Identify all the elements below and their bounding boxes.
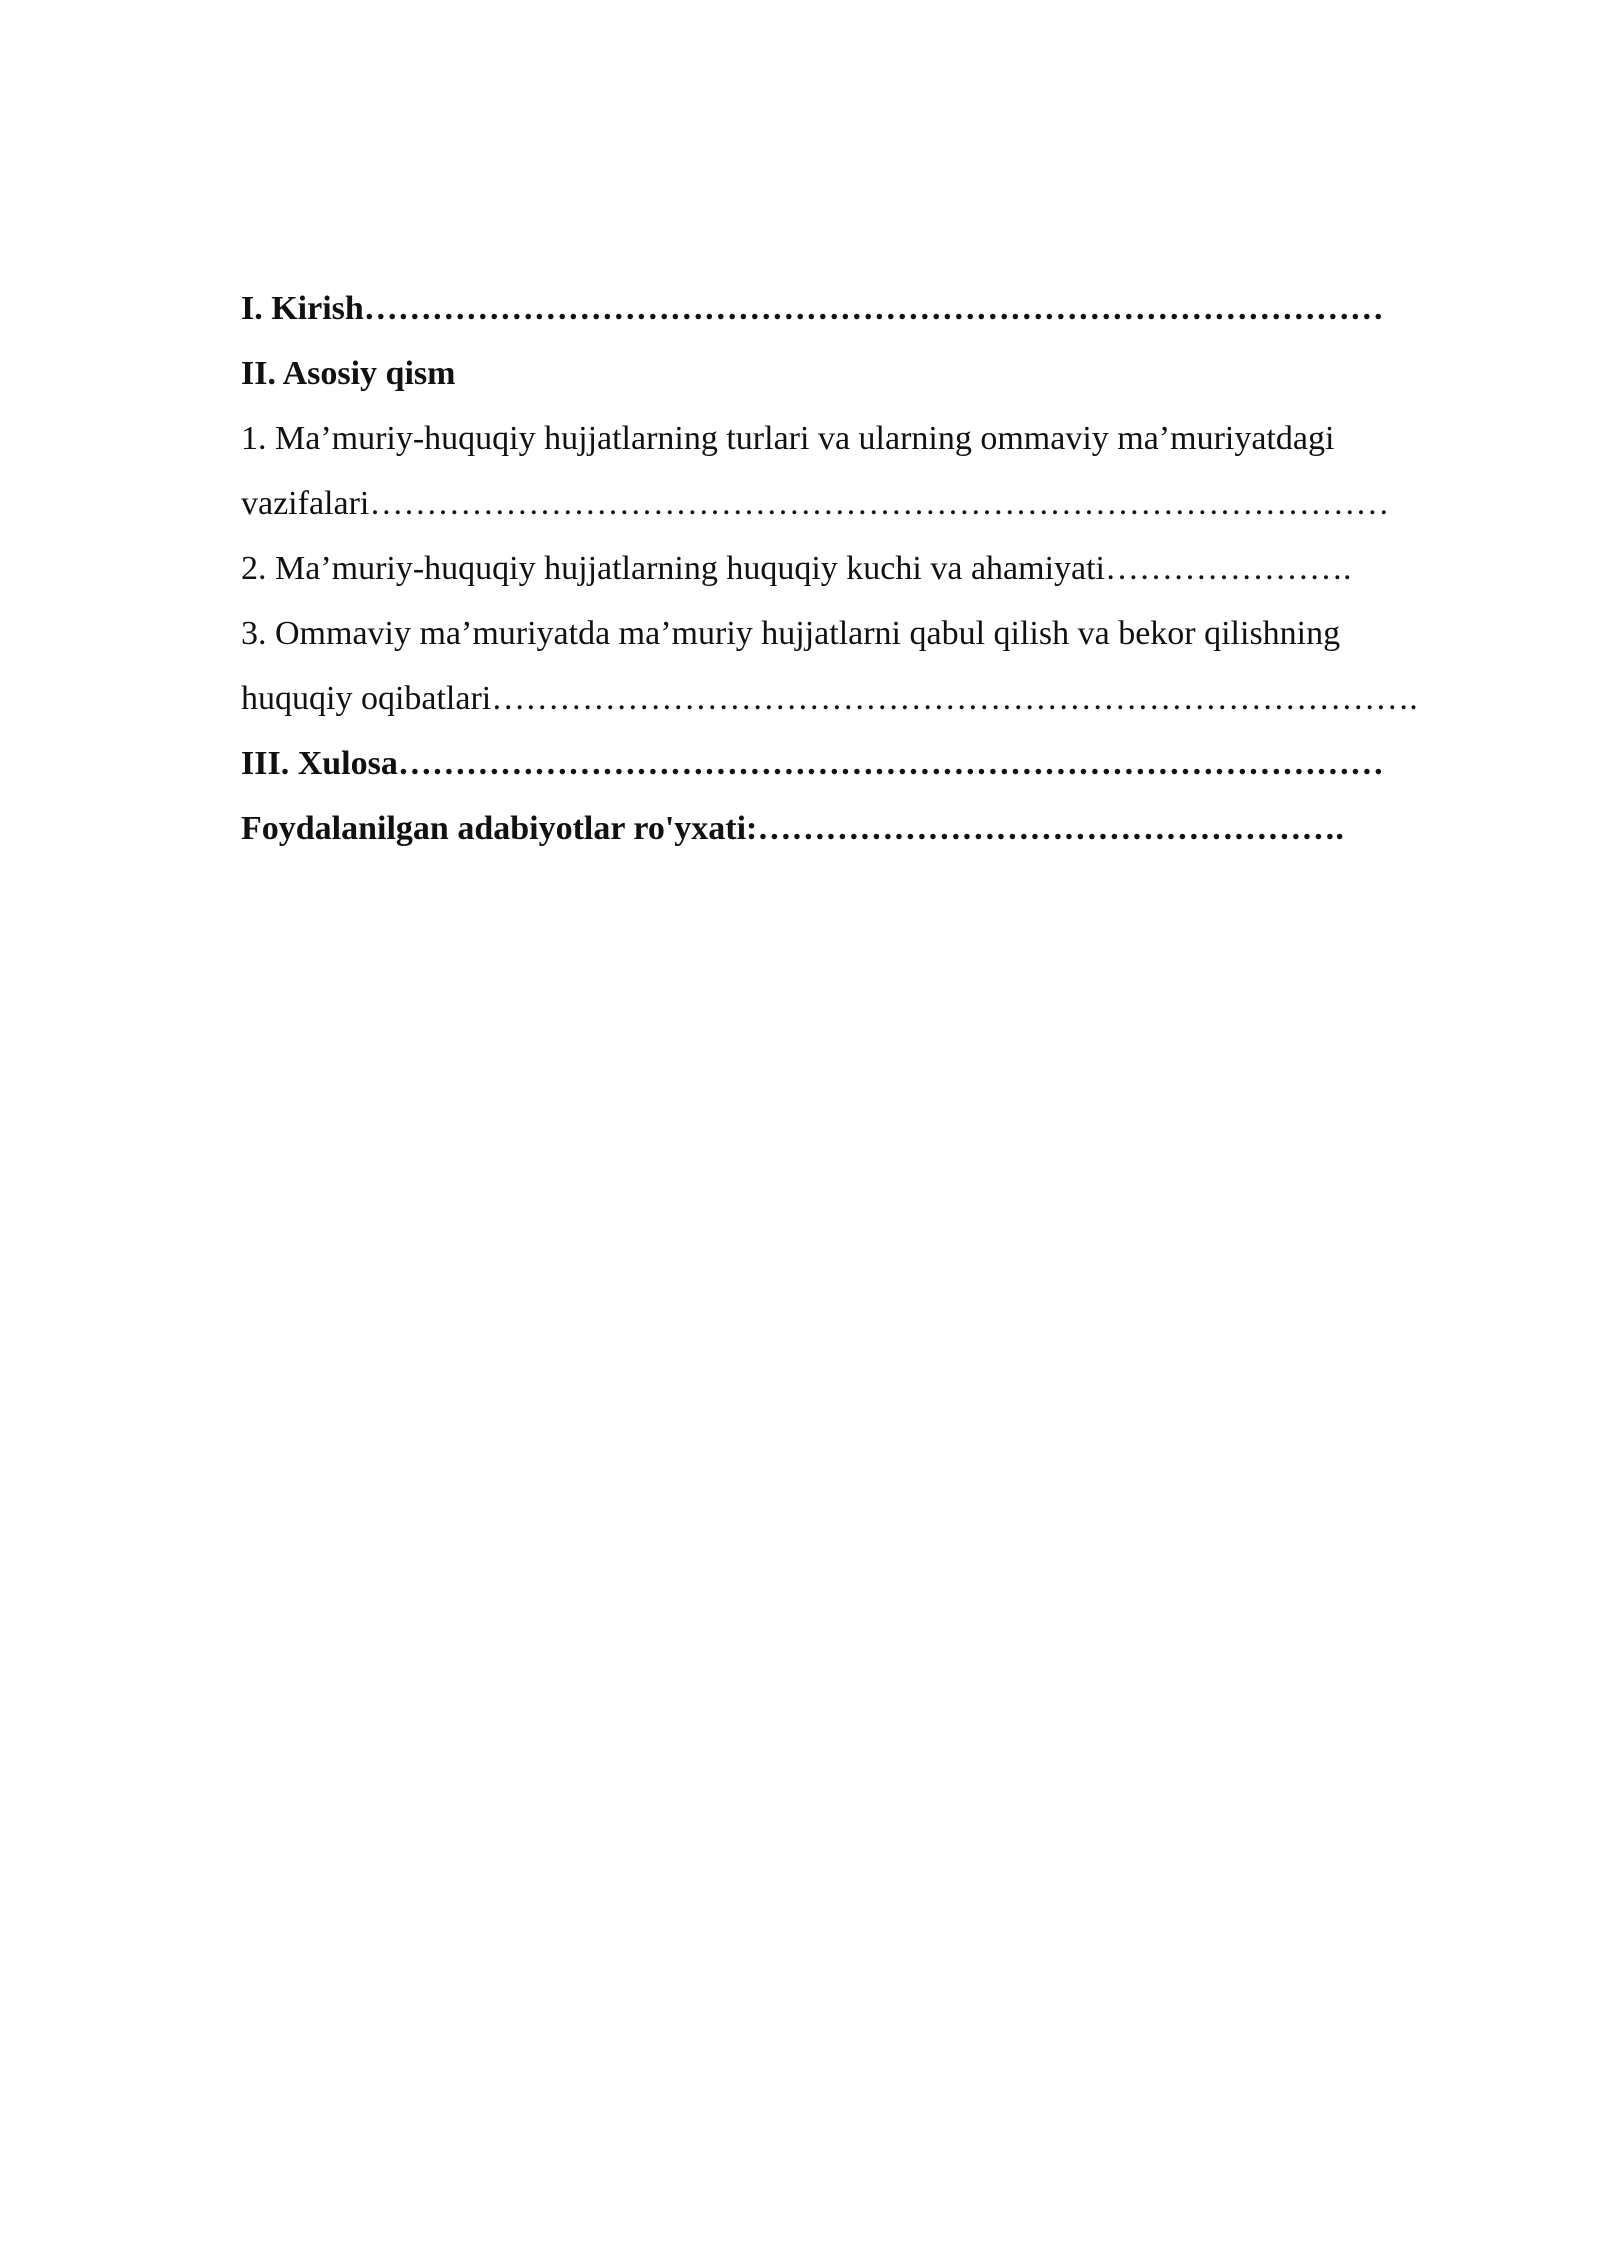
toc-entry-section-3-line-1: 3. Ommaviy ma’muriyatda ma’muriy hujjatlarni qabul qilish va bekor qilishning xyxy=(241,615,1341,652)
toc-entry-introduction: I. Kirish……………………………………………………………………………… xyxy=(241,290,1384,327)
toc-entry-section-3-line-2: huquqiy oqibatlari………………………………………………………………………. xyxy=(241,680,1418,717)
toc-entry-section-1-line-1: 1. Ma’muriy-huquqiy hujjatlarning turlari va ularning ommaviy ma’muriyatdagi xyxy=(241,420,1335,457)
toc-entry-section-1-line-2: vazifalari……………………………………………………………………………… xyxy=(241,485,1390,522)
table-of-contents xyxy=(241,276,1481,861)
toc-entry-main-part: II. Asosiy qism xyxy=(241,355,456,392)
toc-entry-section-2: 2. Ma’muriy-huquqiy hujjatlarning huquqiy kuchi va ahamiyati…………………. xyxy=(241,550,1352,587)
toc-entry-references: Foydalanilgan adabiyotlar ro'yxati:……………………………………………. xyxy=(241,810,1344,847)
toc-entry-conclusion: III. Xulosa…………………………………………………………………………… xyxy=(241,745,1384,782)
